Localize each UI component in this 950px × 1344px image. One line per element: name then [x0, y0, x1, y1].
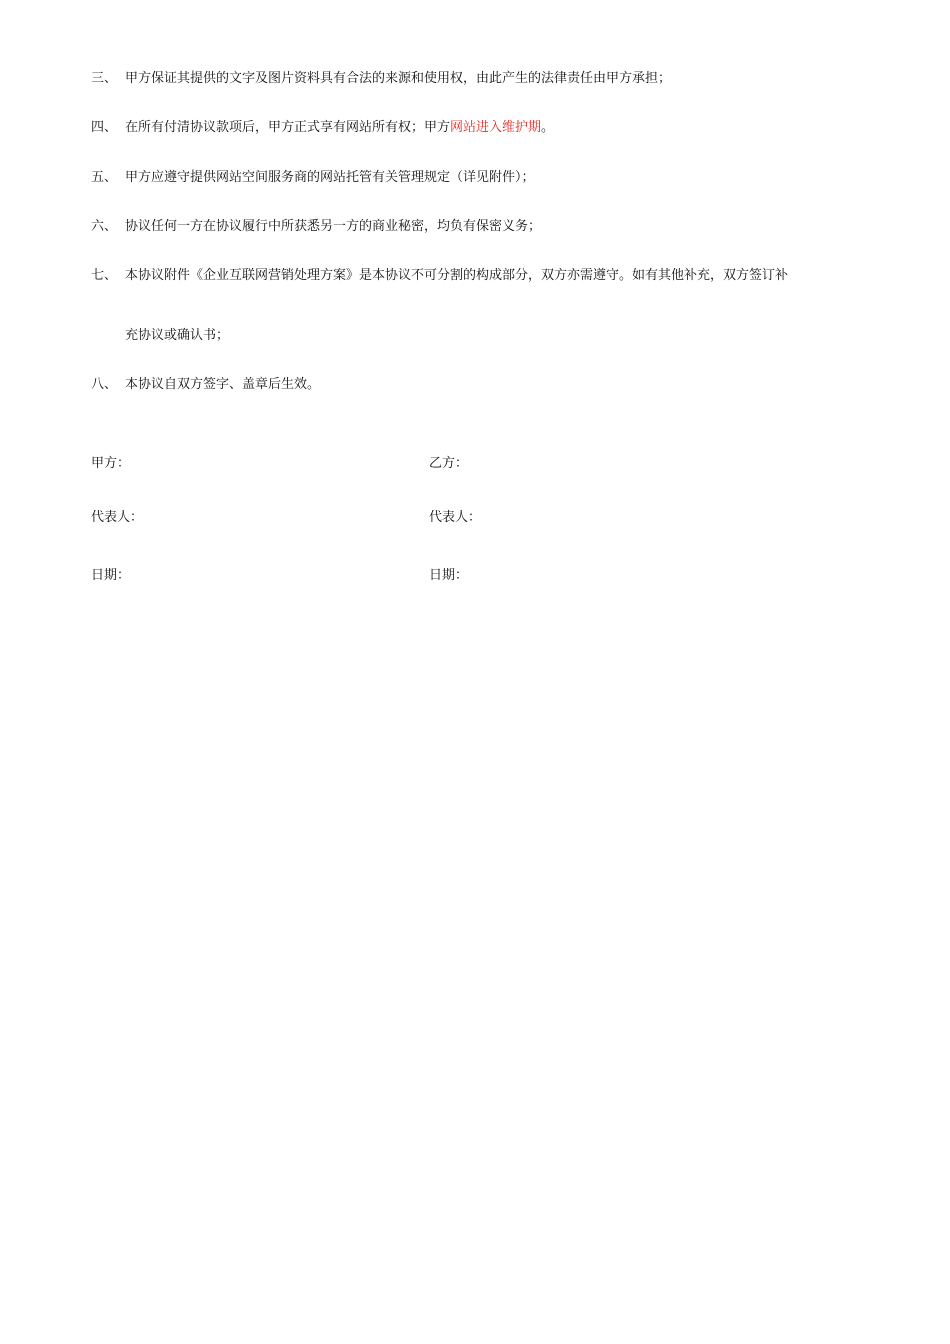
clause-number: 三、 — [91, 71, 118, 86]
representative-a-label: 代表人： — [91, 510, 144, 525]
highlighted-text: 网站进入维护期 — [450, 120, 542, 135]
clause-text: 协议任何一方在协议履行中所获悉另一方的商业秘密，均负有保密义务； — [125, 219, 542, 234]
clause-number: 四、 — [91, 120, 118, 135]
clause-text: 本协议附件《企业互联网营销处理方案》是本协议不可分割的构成部分，双方亦需遵守。如有其他补充，双方签订补 — [125, 268, 789, 283]
date-a-label: 日期： — [91, 568, 131, 583]
clause-text: 甲方保证其提供的文字及图片资料具有合法的来源和使用权，由此产生的法律责任由甲方承担； — [125, 71, 672, 86]
clause-text: 甲方应遵守提供网站空间服务商的网站托管有关管理规定（详见附件）； — [125, 170, 535, 185]
clause-number: 六、 — [91, 219, 118, 234]
clause-text-end: 。 — [541, 120, 555, 135]
clause-text — [125, 119, 554, 137]
clause-text: 本协议自双方签字、盖章后生效。 — [125, 377, 321, 392]
party-a-label: 甲方： — [91, 456, 131, 471]
representative-b-label: 代表人： — [429, 510, 482, 525]
clause-text-plain: 在所有付清协议款项后，甲方正式享有网站所有权；甲方 — [125, 120, 451, 135]
date-b-label: 日期： — [429, 568, 469, 583]
clause-7-continuation: 充协议或确认书； — [125, 328, 230, 343]
clause-number: 七、 — [91, 268, 118, 283]
clause-number: 八、 — [91, 377, 118, 392]
party-b-label: 乙方： — [429, 456, 469, 471]
clause-number: 五、 — [91, 170, 118, 185]
